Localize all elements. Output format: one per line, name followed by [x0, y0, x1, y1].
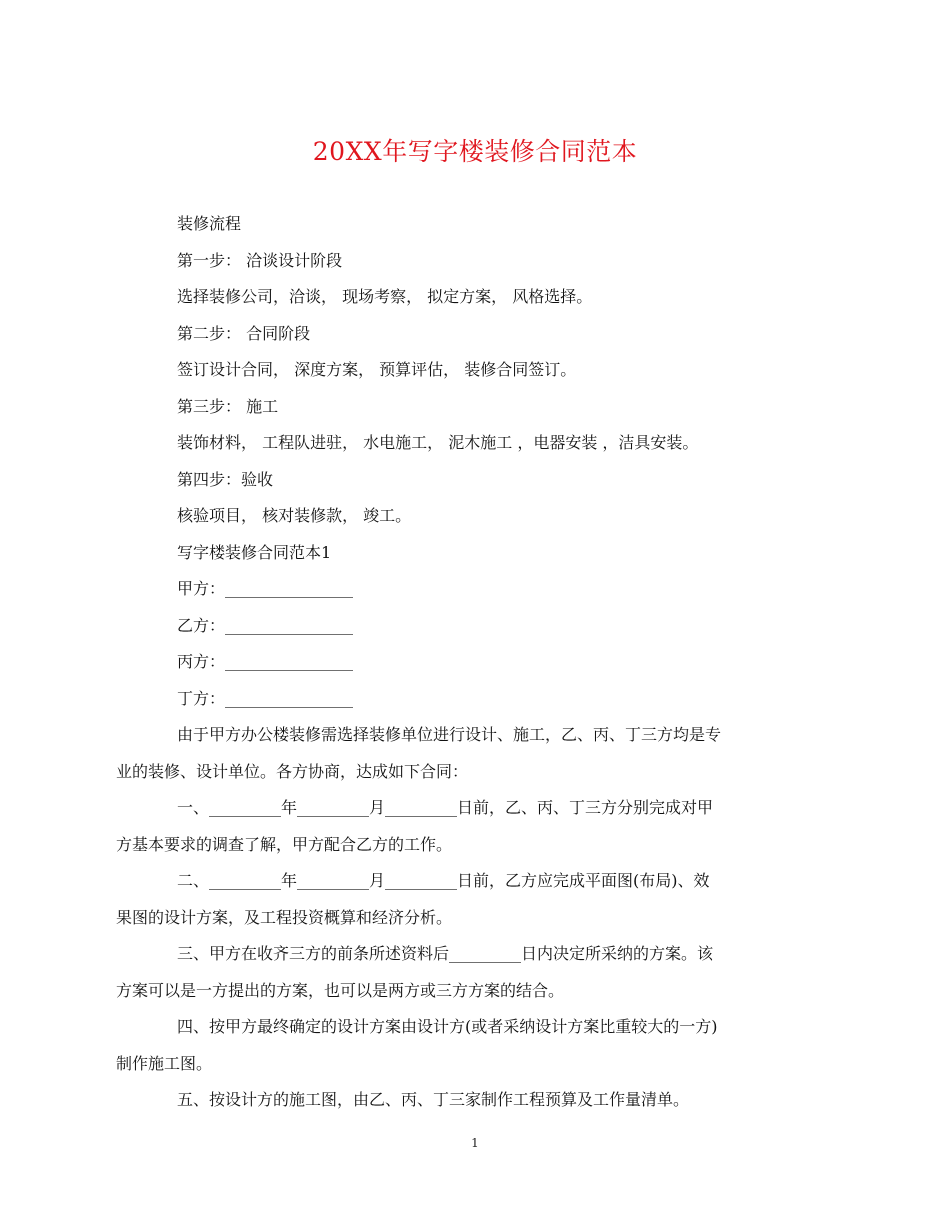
step-4-detail: 核验项目， 核对装修款， 竣工。 [177, 506, 412, 525]
intro-line-1: 由于甲方办公楼装修需选择装修单位进行设计、施工，乙、丙、丁三方均是专 [177, 725, 722, 744]
process-heading: 装修流程 [177, 214, 242, 233]
party-c-line: 丙方：________________ [177, 652, 354, 671]
clause-2-line-1: 二、_________年_________月_________日前，乙方应完成平面图(布局)、效 [177, 871, 710, 890]
intro-line-2: 业的装修、设计单位。各方协商，达成如下合同： [116, 761, 469, 781]
step-4-heading: 第四步：验收 [177, 469, 274, 489]
intro-paragraph [116, 717, 822, 790]
clause-1-line-1: 一、_________年_________月_________日前，乙、丙、丁三方分别完成对甲 [177, 798, 714, 817]
step-2-detail: 签订设计合同， 深度方案， 预算评估， 装修合同签订。 [177, 360, 577, 379]
clause-3-line-2: 方案可以是一方提出的方案，也可以是两方或三方方案的结合。 [116, 980, 565, 1000]
clause-1-paragraph [116, 790, 822, 863]
contract-heading: 写字楼装修合同范本1 [177, 542, 332, 562]
clause-2-line-2: 果图的设计方案，及工程投资概算和经济分析。 [116, 907, 453, 927]
party-b-line: 乙方：________________ [177, 615, 354, 635]
document-body [116, 206, 822, 1119]
clause-4-line-1: 四、按甲方最终确定的设计方案由设计方(或者采纳设计方案比重较大的一方) [177, 1017, 718, 1036]
clause-5-line-1: 五、按设计方的施工图，由乙、丙、丁三家制作工程预算及工作量清单。 [177, 1090, 690, 1109]
clause-5-paragraph [177, 1082, 822, 1119]
clause-1-line-2: 方基本要求的调查了解，甲方配合乙方的工作。 [116, 834, 453, 854]
step-1-detail: 选择装修公司，洽谈， 现场考察， 拟定方案， 风格选择。 [177, 287, 593, 306]
step-3-heading: 第三步： 施工 [177, 396, 279, 416]
step-2-heading: 第二步： 合同阶段 [177, 323, 311, 343]
clause-2-paragraph [116, 863, 822, 936]
clause-3-paragraph [116, 936, 822, 1009]
party-d-line: 丁方：________________ [177, 688, 354, 708]
document-title: 20XX年写字楼装修合同范本 [312, 137, 638, 166]
party-a-line: 甲方：________________ [177, 579, 354, 598]
step-3-detail: 装饰材料， 工程队进驻， 水电施工， 泥木施工 ，电器安装 ，洁具安装。 [177, 433, 699, 452]
clause-4-paragraph [116, 1009, 822, 1082]
page-number: 1 [471, 1136, 479, 1150]
step-1-heading: 第一步： 洽谈设计阶段 [177, 250, 343, 270]
clause-4-line-2: 制作施工图。 [116, 1053, 213, 1073]
clause-3-line-1: 三、甲方在收齐三方的前条所述资料后_________日内决定所采纳的方案。该 [177, 944, 714, 963]
